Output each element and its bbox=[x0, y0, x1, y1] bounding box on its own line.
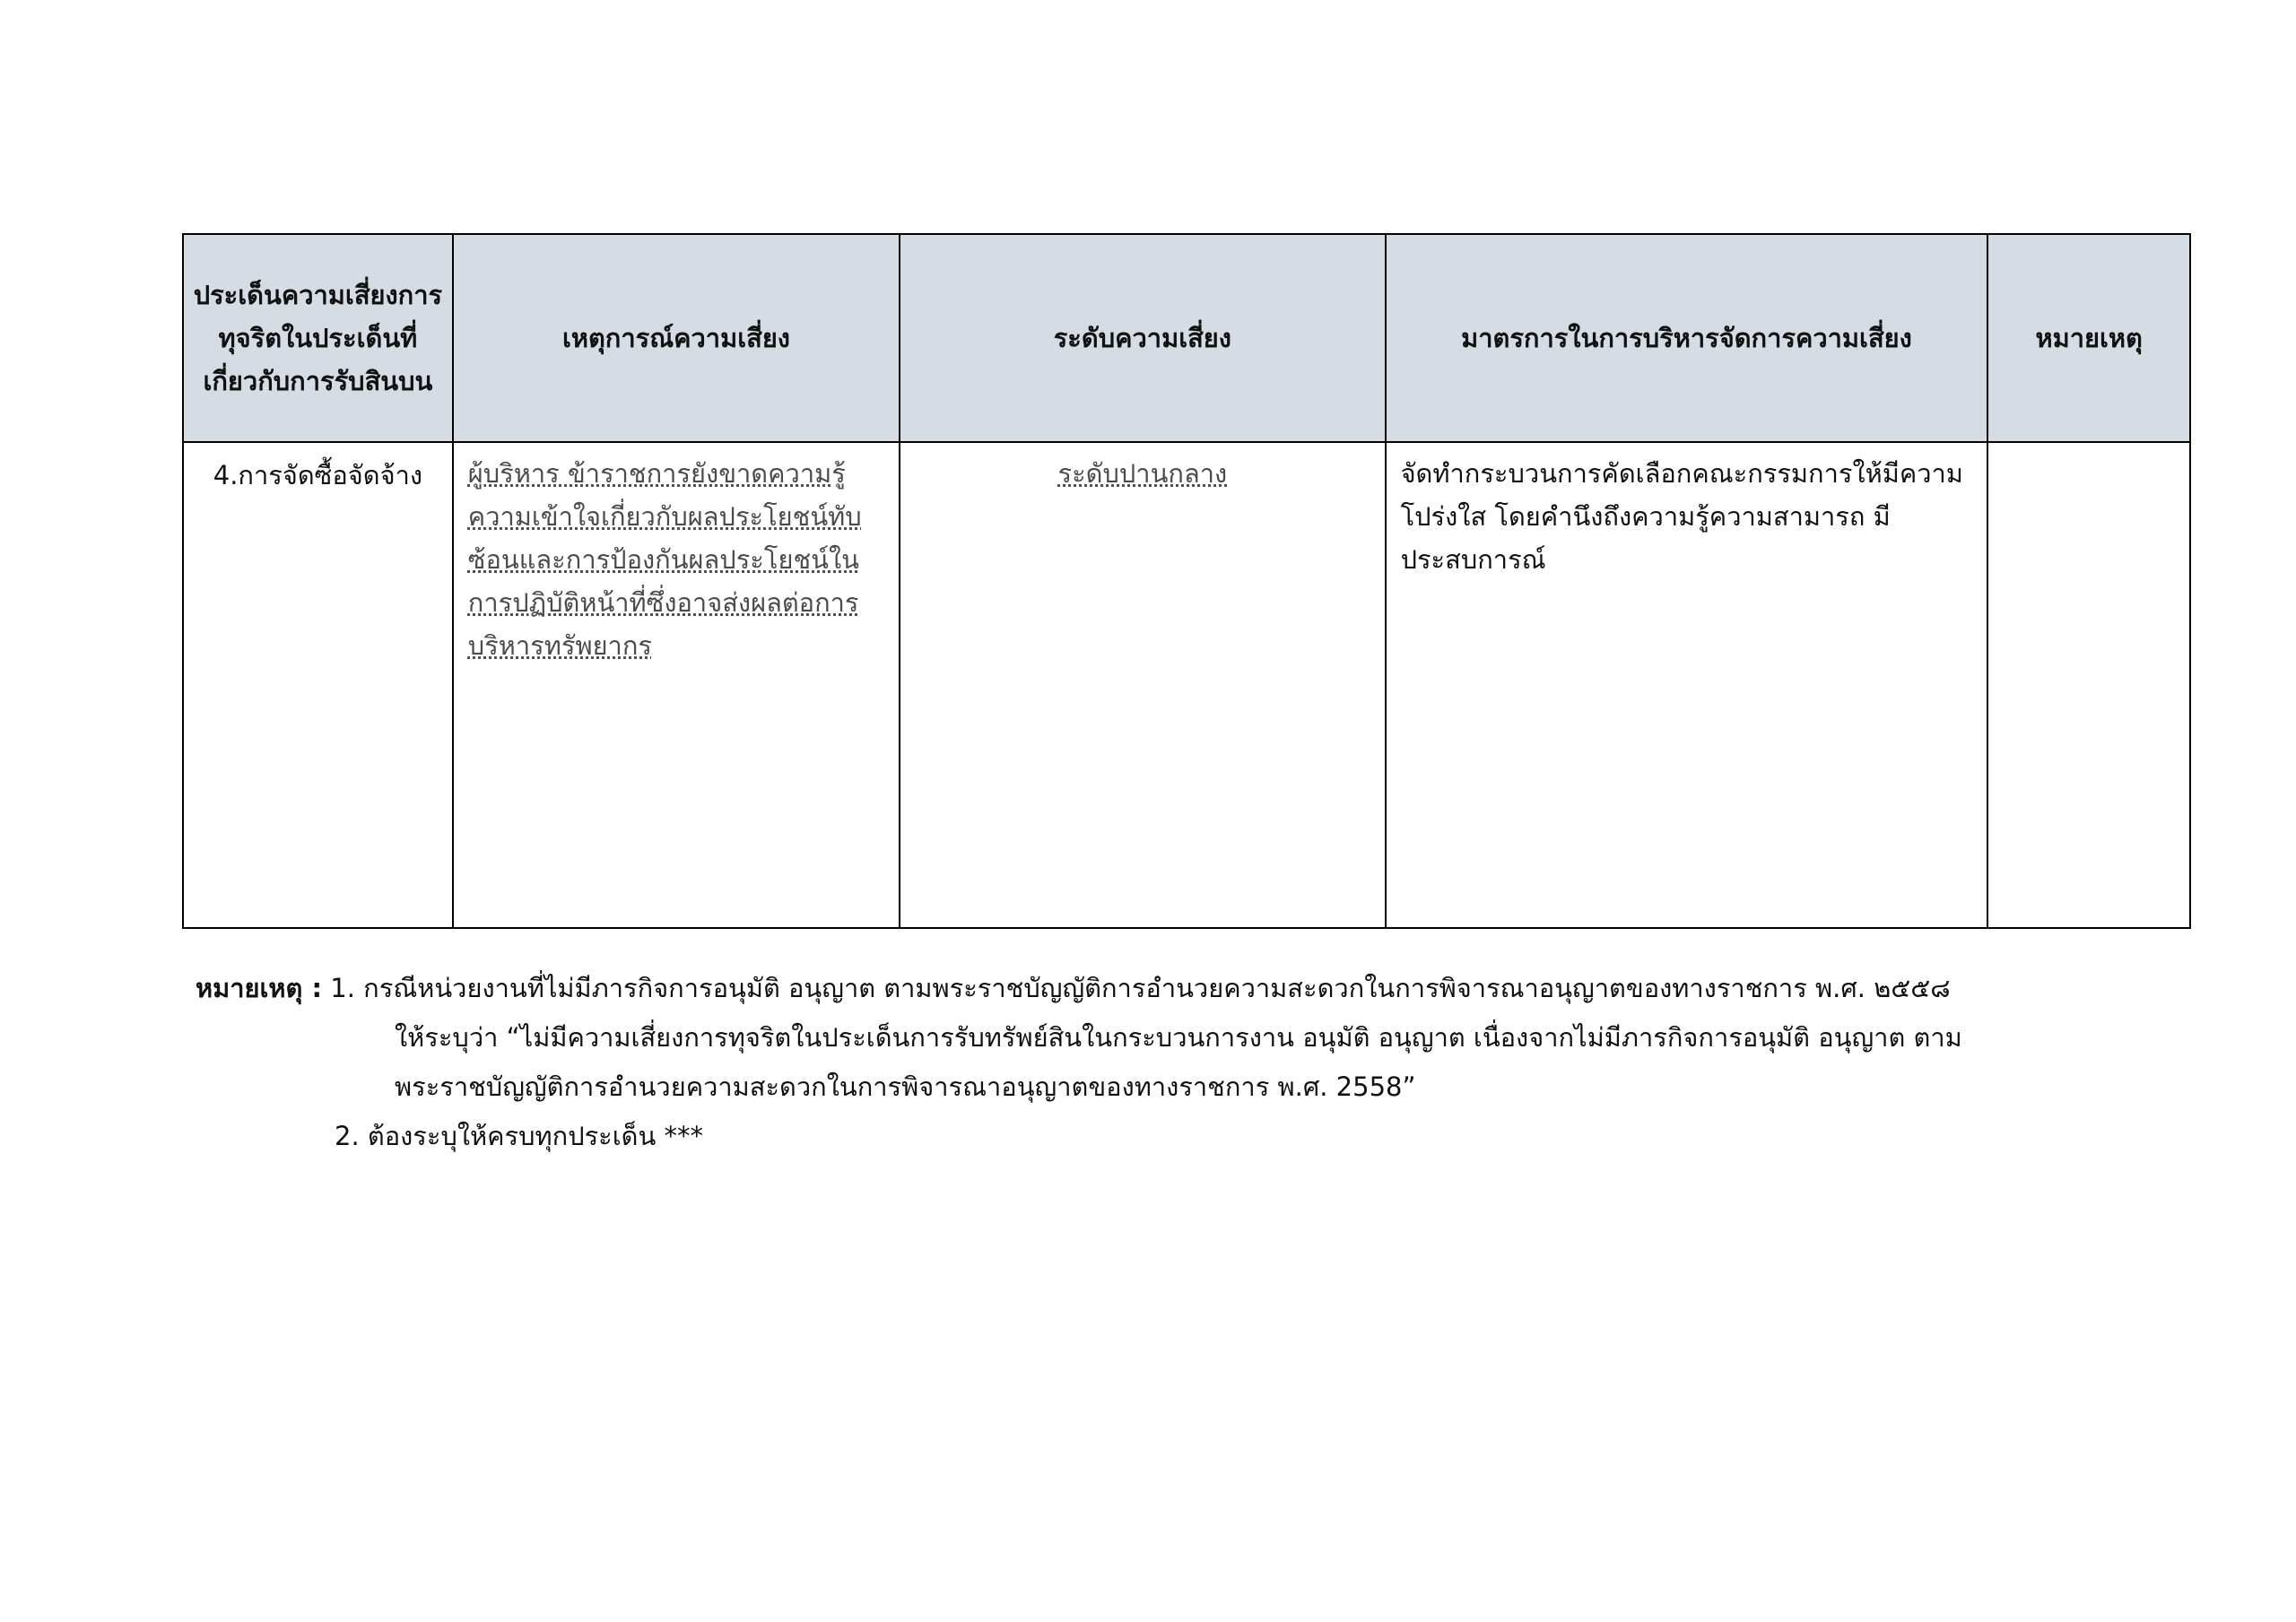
note-line-3-text: พระราชบัญญัติการอำนวยความสะดวกในการพิจารณาอนุญาตของทางราชการ พ.ศ. 2558” bbox=[395, 1071, 1416, 1102]
header-risk-issue: ประเด็นความเสี่ยงการทุจริตในประเด็นที่เกี่ยวกับการรับสินบน bbox=[183, 234, 453, 442]
cell-risk-measure bbox=[1386, 442, 1988, 928]
note-line-4-text: 2. ต้องระบุให้ครบทุกประเด็น *** bbox=[335, 1121, 704, 1151]
header-risk-measures: มาตรการในการบริหารจัดการความเสี่ยง bbox=[1386, 234, 1988, 442]
header-risk-event: เหตุการณ์ความเสี่ยง bbox=[453, 234, 900, 442]
note-line-2-text: ให้ระบุว่า “ไม่มีความเสี่ยงการทุจริตในประเด็นการรับทรัพย์สินในกระบวนการงาน อนุมัติ อนุญาต เนื่องจากไม่มีภารกิจการอนุมัติ อนุญาต ตาม bbox=[395, 1022, 1962, 1053]
notes-label: หมายเหตุ : bbox=[196, 973, 323, 1003]
cell-risk-event bbox=[453, 442, 900, 928]
cell-risk-level bbox=[900, 442, 1385, 928]
note-line-4 bbox=[196, 1112, 2205, 1161]
cell-risk-issue bbox=[183, 442, 453, 928]
note-line-1-text: 1. กรณีหน่วยงานที่ไม่มีภารกิจการอนุมัติ อนุญาต ตามพระราชบัญญัติการอำนวยความสะดวกในการพิจารณาอนุญาตของทางราชการ พ.ศ. ๒๕๕๘ bbox=[330, 973, 1951, 1003]
risk-table bbox=[182, 233, 2191, 929]
risk-event-text: ผู้บริหาร ข้าราชการยังขาดความรู้ ความเข้าใจเกี่ยวกับผลประโยชน์ทับซ้อนและการป้องกันผลประโยชน์ในการปฏิบัติหน้าที่ซึ่งอาจส่งผลต่อการบริหารทรัพยากร bbox=[467, 458, 862, 661]
table-row bbox=[183, 442, 2190, 928]
header-remark: หมายเหตุ bbox=[1987, 234, 2190, 442]
header-risk-level: ระดับความเสี่ยง bbox=[900, 234, 1385, 442]
cell-remark bbox=[1987, 442, 2190, 928]
note-line-2 bbox=[196, 1013, 2205, 1063]
risk-issue-text: 4.การจัดซื้อจัดจ้าง bbox=[213, 460, 423, 490]
note-line-3 bbox=[196, 1063, 2205, 1112]
risk-measure-text: จัดทำกระบวนการคัดเลือกคณะกรรมการให้มีความโปร่งใส โดยคำนึงถึงความรู้ความสามารถ มีประสบการณ์ bbox=[1400, 458, 1963, 575]
note-line-1 bbox=[196, 964, 2205, 1013]
notes-section bbox=[196, 964, 2205, 1161]
table-header-row bbox=[183, 234, 2190, 442]
risk-level-text: ระดับปานกลาง bbox=[1057, 458, 1228, 489]
